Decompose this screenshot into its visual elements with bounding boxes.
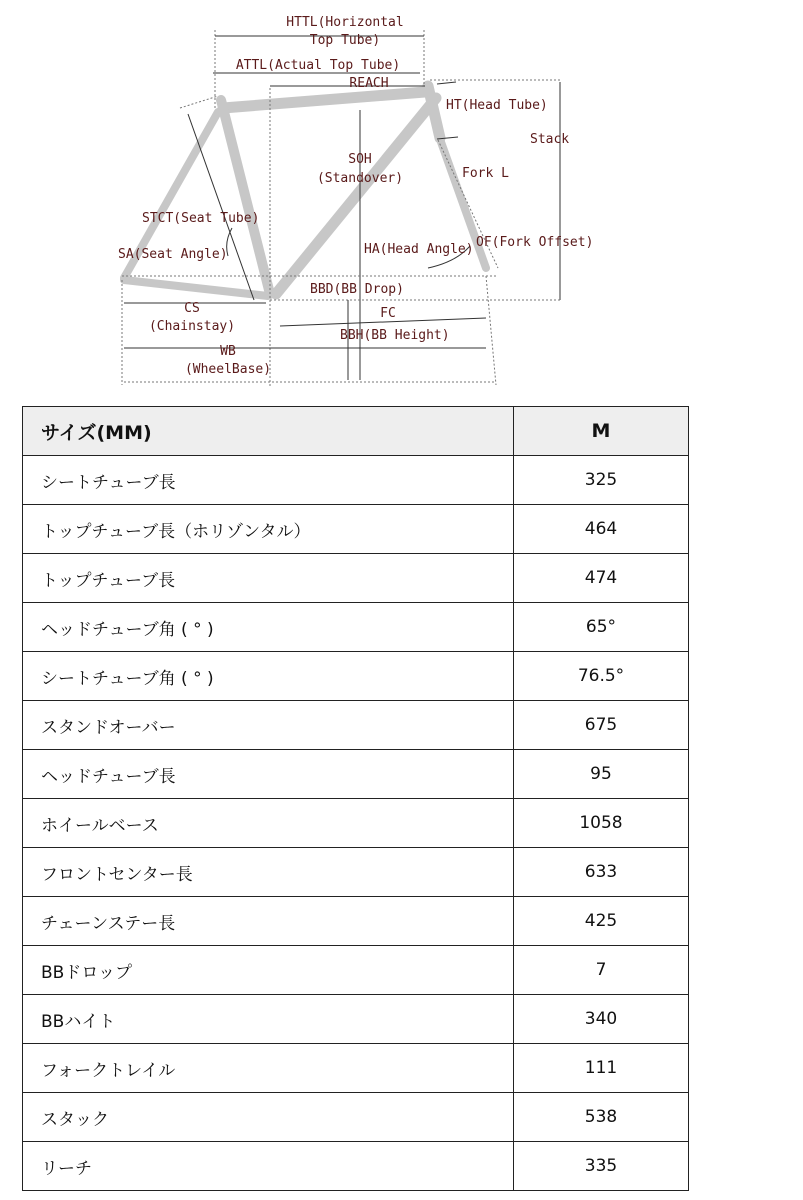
row-label: ヘッドチューブ角 ( ° )	[23, 603, 514, 652]
row-label: スタック	[23, 1093, 514, 1142]
row-label: チェーンステー長	[23, 897, 514, 946]
row-value: 76.5°	[514, 652, 689, 701]
label-of: OF(Fork Offset)	[476, 235, 594, 250]
row-value: 95	[514, 750, 689, 799]
row-label: トップチューブ長（ホリゾンタル）	[23, 505, 514, 554]
table-row	[23, 750, 689, 799]
label-stack: Stack	[530, 132, 570, 147]
row-value: 111	[514, 1044, 689, 1093]
row-label: リーチ	[23, 1142, 514, 1191]
table-row	[23, 1044, 689, 1093]
label-bbh: BBH(BB Height)	[340, 328, 450, 343]
table-row	[23, 848, 689, 897]
row-value: 7	[514, 946, 689, 995]
row-label: ヘッドチューブ長	[23, 750, 514, 799]
header-size-label: サイズ(MM)	[23, 407, 514, 456]
row-value: 335	[514, 1142, 689, 1191]
table-row	[23, 505, 689, 554]
label-soh-1: SOH	[348, 152, 372, 167]
row-value: 633	[514, 848, 689, 897]
label-fc: FC	[380, 306, 396, 321]
label-wb-1: WB	[220, 344, 236, 359]
table-row	[23, 456, 689, 505]
label-reach: REACH	[349, 76, 389, 91]
label-wb-2: (WheelBase)	[184, 362, 272, 377]
frame-geometry-diagram	[0, 0, 803, 400]
row-value: 425	[514, 897, 689, 946]
row-label: シートチューブ角 ( ° )	[23, 652, 514, 701]
row-label: BBドロップ	[23, 946, 514, 995]
table-row	[23, 995, 689, 1044]
geometry-spec-table	[22, 406, 689, 1191]
row-label: フロントセンター長	[23, 848, 514, 897]
label-sa: SA(Seat Angle)	[118, 247, 228, 262]
row-label: ホイールベース	[23, 799, 514, 848]
row-value: 65°	[514, 603, 689, 652]
label-cs-2: (Chainstay)	[148, 319, 236, 334]
label-httl-2: Top Tube)	[309, 33, 381, 48]
table-row	[23, 554, 689, 603]
label-cs-1: CS	[184, 301, 200, 316]
row-value: 474	[514, 554, 689, 603]
label-ht: HT(Head Tube)	[446, 98, 548, 113]
table-row	[23, 799, 689, 848]
row-label: フォークトレイル	[23, 1044, 514, 1093]
row-label: スタンドオーバー	[23, 701, 514, 750]
header-size-m: M	[514, 407, 689, 456]
bike-frame	[124, 86, 486, 296]
row-value: 325	[514, 456, 689, 505]
table-row	[23, 897, 689, 946]
table-row	[23, 652, 689, 701]
row-label: シートチューブ長	[23, 456, 514, 505]
label-soh-2: (Standover)	[316, 171, 404, 186]
row-value: 340	[514, 995, 689, 1044]
row-value: 1058	[514, 799, 689, 848]
table-row	[23, 701, 689, 750]
label-bbd: BBD(BB Drop)	[310, 282, 404, 297]
table-row	[23, 946, 689, 995]
table-row	[23, 1142, 689, 1191]
row-label: BBハイト	[23, 995, 514, 1044]
table-header-row	[23, 407, 689, 456]
table-row	[23, 603, 689, 652]
row-label: トップチューブ長	[23, 554, 514, 603]
row-value: 538	[514, 1093, 689, 1142]
label-attl: ATTL(Actual Top Tube)	[235, 58, 401, 73]
label-httl-1: HTTL(Horizontal	[286, 15, 404, 30]
label-ha: HA(Head Angle)	[364, 242, 474, 257]
row-value: 464	[514, 505, 689, 554]
label-stct: STCT(Seat Tube)	[142, 211, 260, 226]
row-value: 675	[514, 701, 689, 750]
table-row	[23, 1093, 689, 1142]
label-fork-l: Fork L	[462, 166, 509, 181]
